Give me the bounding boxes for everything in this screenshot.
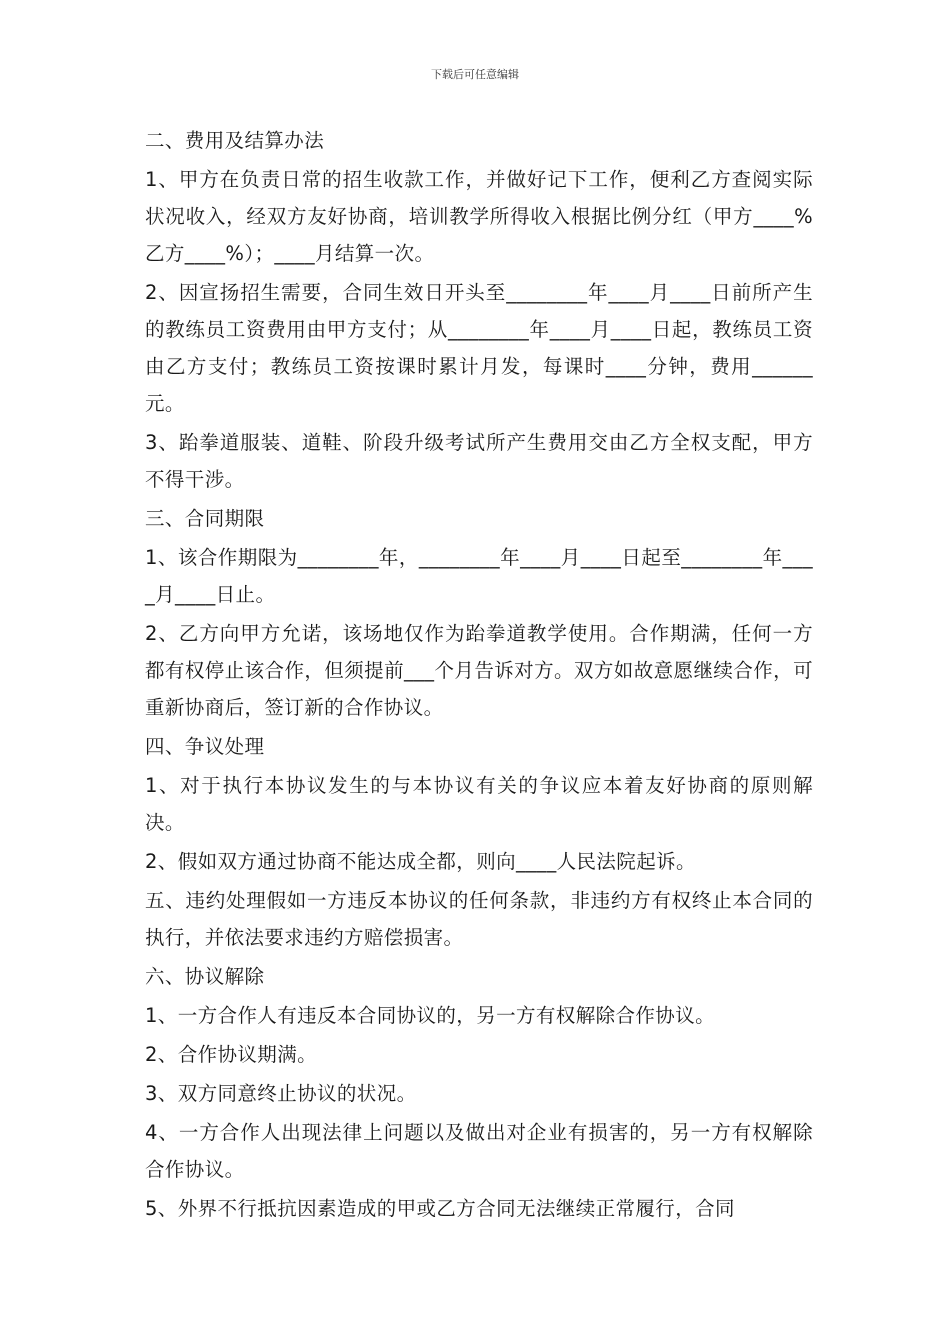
clause-fees-2: 2、因宣扬招生需要，合同生效日开头至________年____月____日前所产生的教练员工资费用由甲方支付；从________年____月____日起，教练员工资由乙方支付；教练员工资按课时累计月发，每课时____分钟，费用______元。 [145,281,813,415]
document-body [145,122,813,1229]
clause-term-1: 1、该合作期限为________年，________年____月____日起至________年____月____日止。 [145,546,813,606]
clause-disputes-1: 1、对于执行本协议发生的与本协议有关的争议应本着友好协商的原则解决。 [145,774,813,834]
section-heading-fees: 二、费用及结算办法 [145,129,325,152]
section-heading-termination: 六、协议解除 [145,965,265,988]
clause-termination-3: 3、双方同意终止协议的状况。 [145,1082,417,1105]
section-heading-disputes: 四、争议处理 [145,735,265,758]
clause-termination-2: 2、合作协议期满。 [145,1043,318,1066]
clause-disputes-2: 2、假如双方通过协商不能达成全都，则向____人民法院起诉。 [145,850,696,873]
clause-termination-1: 1、一方合作人有违反本合同协议的，另一方有权解除合作协议。 [145,1004,716,1027]
clause-termination-4: 4、一方合作人出现法律上问题以及做出对企业有损害的，另一方有权解除合作协议。 [145,1121,813,1181]
clause-termination-5: 5、外界不行抵抗因素造成的甲或乙方合同无法继续正常履行，合同 [145,1197,735,1220]
section-breach: 五、违约处理假如一方违反本协议的任何条款，非违约方有权终止本合同的执行，并依法要求违约方赔偿损害。 [145,889,813,949]
page-header-note: 下载后可任意编辑 [431,68,519,81]
clause-fees-3: 3、跆拳道服装、道鞋、阶段升级考试所产生费用交由乙方全权支配，甲方不得干涉。 [145,431,813,491]
clause-fees-1: 1、甲方在负责日常的招生收款工作，并做好记下工作，便利乙方查阅实际状况收入，经双方友好协商，培训教学所得收入根据比例分红（甲方____%乙方____%）；____月结算一次。 [145,168,813,265]
clause-term-2: 2、乙方向甲方允诺，该场地仅作为跆拳道教学使用。合作期满，任何一方都有权停止该合作，但须提前___个月告诉对方。双方如故意愿继续合作，可重新协商后，签订新的合作协议。 [145,622,813,719]
section-heading-term: 三、合同期限 [145,507,265,530]
